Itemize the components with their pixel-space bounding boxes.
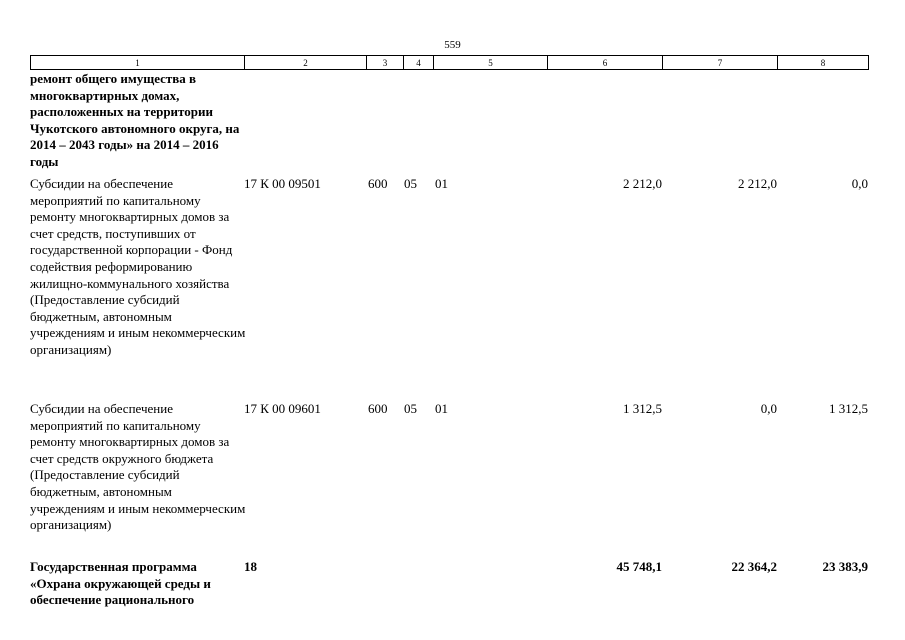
row-code: 18 (244, 559, 257, 574)
column-header-6: 6 (548, 56, 663, 70)
row-name: Государственная программа «Охрана окружающей среды и обеспечение рационального (30, 559, 211, 608)
row-col4: 05 (404, 401, 417, 416)
column-header-3: 3 (367, 56, 404, 70)
page-number: 559 (444, 39, 461, 51)
row-col4: 05 (404, 176, 417, 191)
column-header-1: 1 (31, 56, 245, 70)
column-header-table (30, 55, 869, 70)
row-value-6: 1 312,5 (623, 401, 662, 416)
row-value-7: 2 212,0 (738, 176, 777, 191)
column-header-5: 5 (434, 56, 548, 70)
column-header-2: 2 (245, 56, 367, 70)
row-col5: 01 (435, 401, 448, 416)
row-value-8: 1 312,5 (829, 401, 868, 416)
row-code: 17 К 00 09501 (244, 176, 321, 191)
row-value-6: 2 212,0 (623, 176, 662, 191)
row-col5: 01 (435, 176, 448, 191)
row-name: Субсидии на обеспечение мероприятий по капитальному ремонту многоквартирных домов за счет средств окружного бюджета (Предоставление субсидий бюджетным, автономным учреждениям и иным некоммерческим организациям) (30, 401, 246, 533)
row-code: 17 К 00 09601 (244, 401, 321, 416)
row-name: Субсидии на обеспечение мероприятий по капитальному ремонту многоквартирных домов за счет средств, поступивших от государственной корпорации - Фонд содействия реформированию жилищно-коммунального хозяйства (Предоставление субсидий бюджетным, автономным учреждениям и иным некоммерческим организациям) (30, 176, 246, 357)
row-col3: 600 (368, 401, 388, 416)
column-header-4: 4 (404, 56, 434, 70)
row-value-7: 22 364,2 (731, 559, 777, 574)
row-col3: 600 (368, 176, 388, 191)
row-value-8: 23 383,9 (822, 559, 868, 574)
row-name: ремонт общего имущества в многоквартирных домах, расположенных на территории Чукотского автономного округа, на 2014 – 2043 годы» на 2014 – 2016 годы (30, 71, 240, 169)
column-header-8: 8 (778, 56, 869, 70)
column-header-7: 7 (663, 56, 778, 70)
row-value-6: 45 748,1 (616, 559, 662, 574)
row-value-8: 0,0 (851, 176, 868, 191)
row-value-7: 0,0 (760, 401, 777, 416)
